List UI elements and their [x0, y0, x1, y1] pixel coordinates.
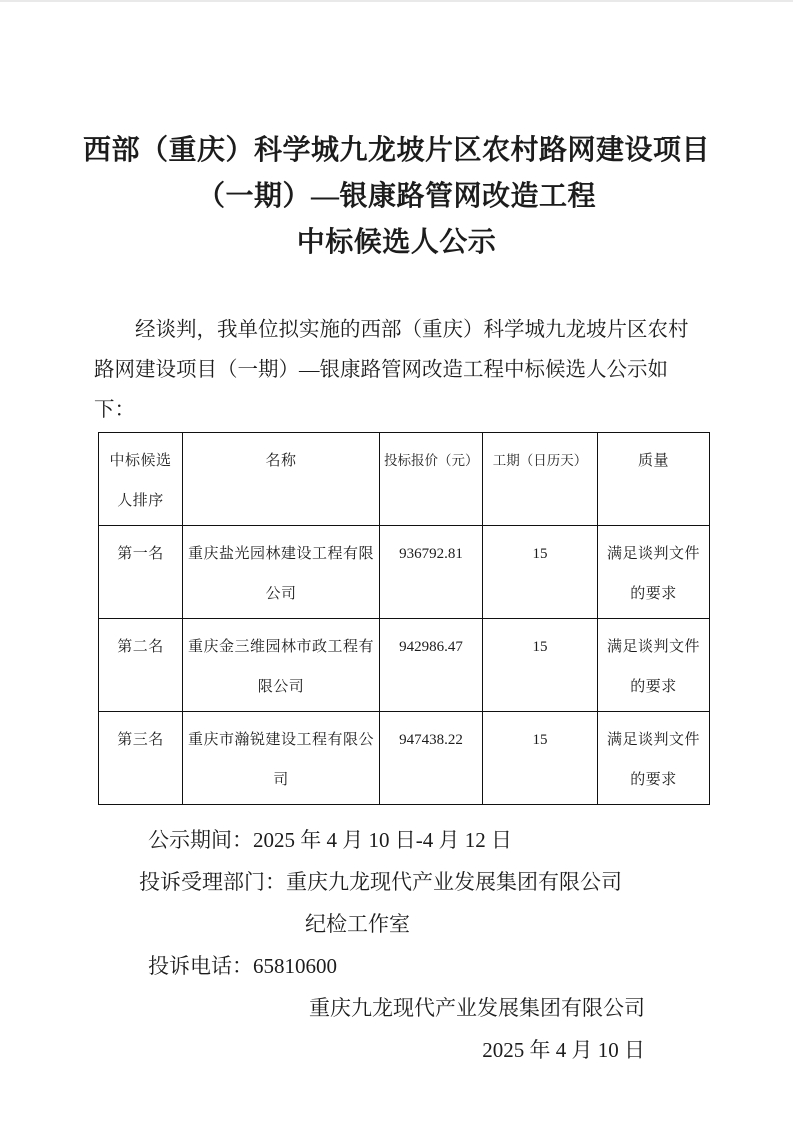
cell-company-name: 重庆盐光园林建设工程有限公司 — [183, 526, 380, 619]
table-row — [99, 526, 710, 619]
cell-rank: 第三名 — [99, 712, 183, 805]
complaint-phone-line: 投诉电话：65810600 — [148, 954, 337, 978]
signature-organization: 重庆九龙现代产业发展集团有限公司 — [309, 996, 645, 1020]
complaint-department-line: 投诉受理部门：重庆九龙现代产业发展集团有限公司 — [139, 870, 622, 894]
header-quality: 质量 — [598, 433, 710, 526]
cell-rank: 第一名 — [99, 526, 183, 619]
intro-paragraph: 经谈判，我单位拟实施的西部（重庆）科学城九龙坡片区农村路网建设项目（一期）—银康路管网改造工程中标候选人公示如下： — [94, 319, 689, 421]
complaint-office-line: 纪检工作室 — [305, 912, 410, 936]
cell-rank: 第二名 — [99, 619, 183, 712]
title-line-2: （一期）—银康路管网改造工程 — [196, 181, 596, 212]
cell-quality: 满足谈判文件的要求 — [598, 712, 710, 805]
header-price: 投标报价（元） — [380, 433, 483, 526]
cell-company-name: 重庆金三维园林市政工程有限公司 — [183, 619, 380, 712]
cell-duration: 15 — [483, 526, 598, 619]
cell-bid-price: 942986.47 — [380, 619, 483, 712]
cell-quality: 满足谈判文件的要求 — [598, 619, 710, 712]
signature-block — [0, 987, 793, 1071]
signature-date: 2025 年 4 月 10 日 — [482, 1038, 645, 1062]
bid-candidates-table — [98, 432, 710, 805]
table-row — [99, 619, 710, 712]
cell-bid-price: 936792.81 — [380, 526, 483, 619]
cell-bid-price: 947438.22 — [380, 712, 483, 805]
cell-duration: 15 — [483, 619, 598, 712]
title-line-1: 西部（重庆）科学城九龙坡片区农村路网建设项目 — [82, 135, 710, 166]
publicity-period-line: 公示期间：2025 年 4 月 10 日-4 月 12 日 — [148, 828, 512, 852]
cell-duration: 15 — [483, 712, 598, 805]
table-row — [99, 712, 710, 805]
document-title — [0, 128, 793, 266]
header-name: 名称 — [183, 433, 380, 526]
table-header-row — [99, 433, 710, 526]
footer-info — [0, 819, 793, 987]
cell-company-name: 重庆市瀚锐建设工程有限公司 — [183, 712, 380, 805]
title-line-3: 中标候选人公示 — [296, 227, 497, 258]
cell-quality: 满足谈判文件的要求 — [598, 526, 710, 619]
header-duration: 工期（日历天） — [483, 433, 598, 526]
header-rank: 中标候选人排序 — [99, 433, 183, 526]
